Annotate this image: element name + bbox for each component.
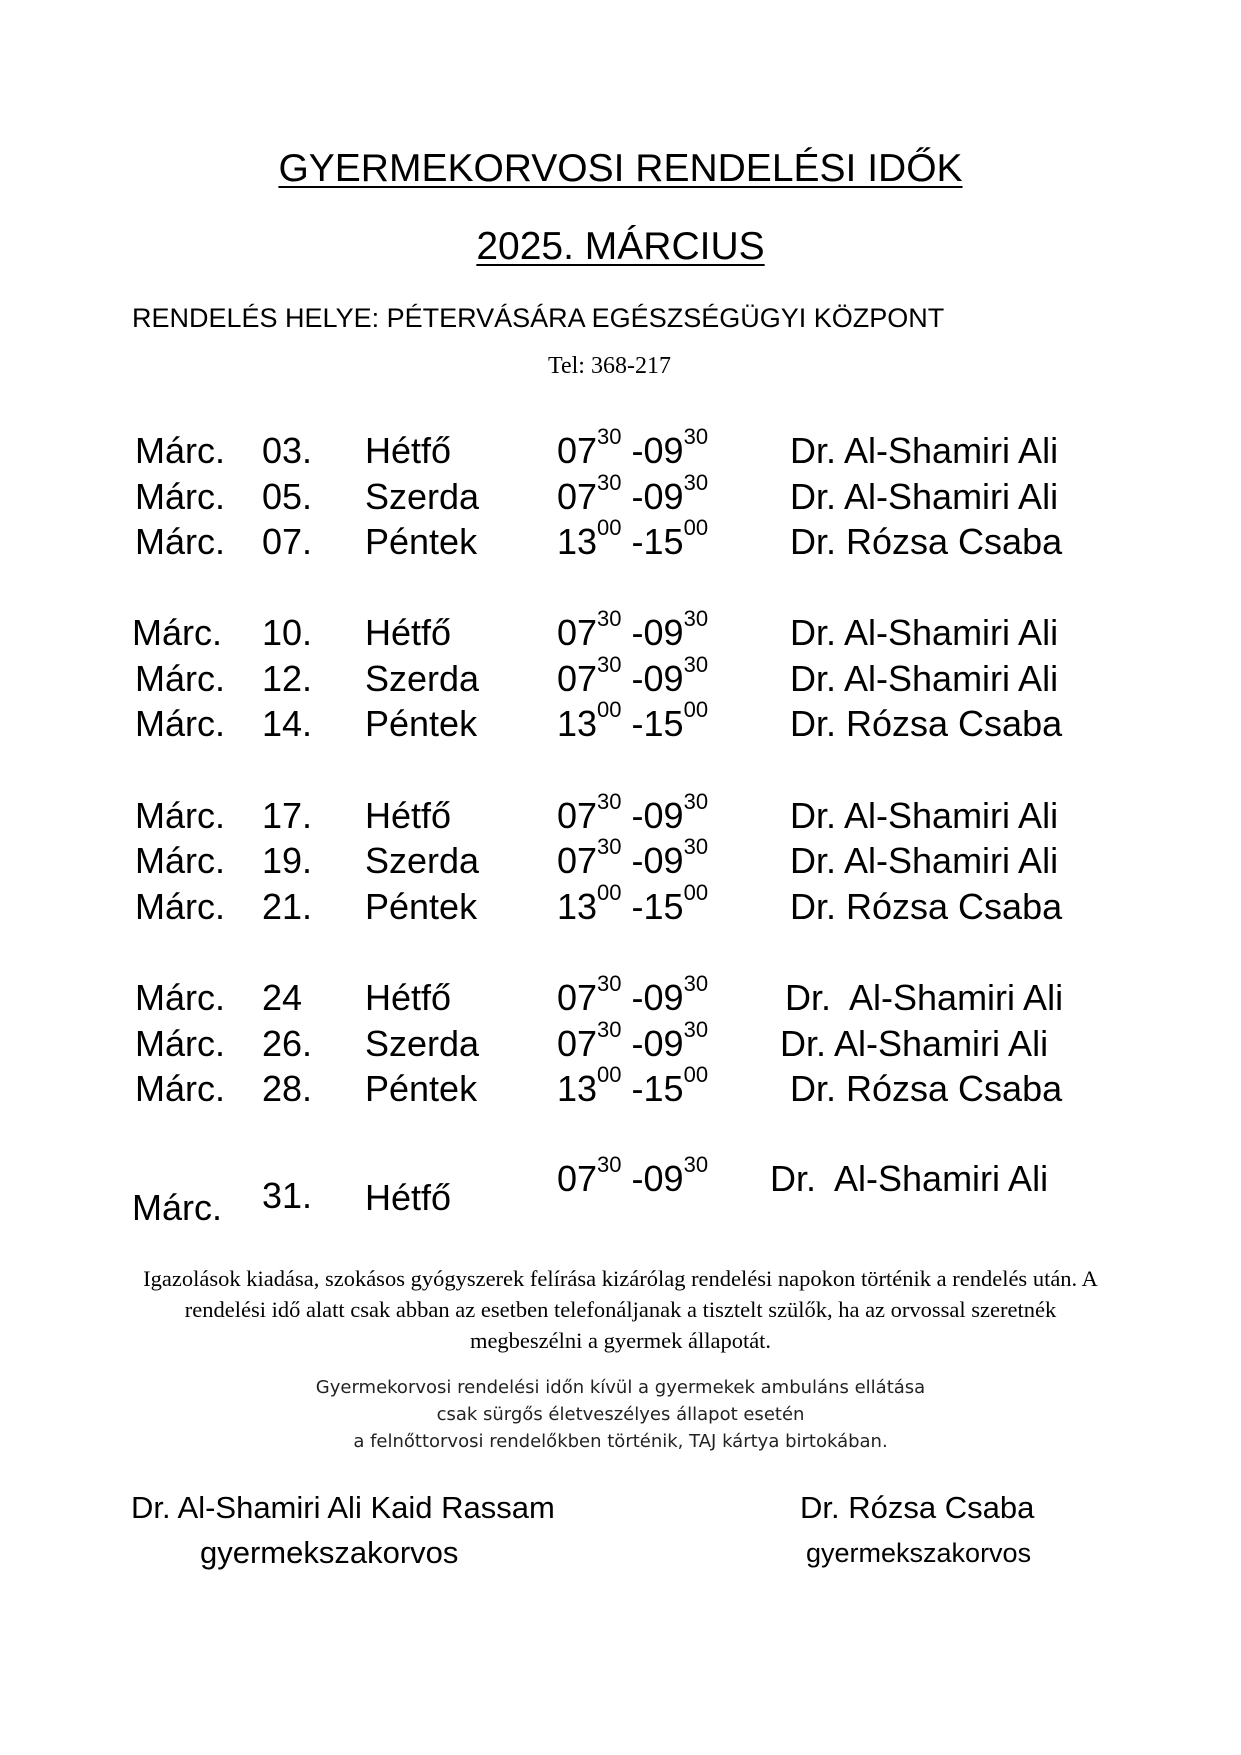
- start-minute: 30: [597, 971, 622, 996]
- row-month: Márc.: [135, 703, 225, 744]
- row-day: 19.: [262, 840, 313, 881]
- start-hour: 07: [557, 977, 598, 1018]
- row-day: 26.: [262, 1023, 313, 1064]
- row-month: Márc.: [135, 658, 225, 699]
- row-doctor: Dr. Rózsa Csaba: [790, 1068, 1063, 1109]
- time-separator: [622, 1158, 632, 1199]
- row-doctor: Dr. Al-Shamiri Ali: [790, 476, 1059, 517]
- end-minute: 00: [683, 1062, 709, 1087]
- end-minute: 30: [683, 1017, 709, 1042]
- row-doctor: Dr. Al-Shamiri Ali: [790, 795, 1059, 836]
- end-hour: -15: [631, 1068, 684, 1109]
- ambulance-line: csak sürgős életveszélyes állapot esetén: [436, 1404, 805, 1425]
- start-hour: 07: [557, 658, 598, 699]
- time-separator: [622, 795, 632, 836]
- row-weekday: Szerda: [365, 840, 480, 881]
- phone-line: Tel: 368-217: [548, 353, 671, 379]
- time-separator: [622, 521, 632, 562]
- start-hour: 07: [557, 840, 598, 881]
- month-heading: 2025. MÁRCIUS: [476, 225, 765, 268]
- end-hour: -15: [631, 521, 684, 562]
- row-weekday: Péntek: [365, 703, 478, 744]
- row-doctor: Dr. Rózsa Csaba: [790, 886, 1063, 927]
- end-hour: -09: [631, 840, 684, 881]
- end-minute: 30: [683, 652, 709, 677]
- row-weekday: Hétfő: [365, 612, 452, 653]
- start-minute: 00: [597, 515, 622, 540]
- start-minute: 00: [597, 697, 622, 722]
- row-day: 07.: [262, 521, 313, 562]
- row-doctor: Dr. Al-Shamiri Ali: [790, 430, 1059, 471]
- row-doctor: Dr. Rózsa Csaba: [790, 521, 1063, 562]
- start-hour: 07: [557, 430, 598, 471]
- start-minute: 30: [597, 424, 622, 449]
- row-day: 24: [262, 977, 303, 1018]
- time-separator: [622, 476, 632, 517]
- end-hour: -15: [631, 703, 684, 744]
- time-separator: [622, 886, 632, 927]
- row-month: Márc.: [135, 1068, 225, 1109]
- start-hour: 13: [557, 703, 598, 744]
- row-time: [557, 424, 709, 472]
- start-minute: 30: [597, 789, 622, 814]
- time-separator: [622, 430, 632, 471]
- row-time: [557, 880, 709, 928]
- start-hour: 07: [557, 476, 598, 517]
- ambulance-line: Gyermekorvosi rendelési időn kívül a gyermekek ambuláns ellátása: [315, 1377, 926, 1398]
- row-day: 03.: [262, 430, 313, 471]
- end-minute: 30: [683, 424, 709, 449]
- end-hour: -09: [631, 476, 684, 517]
- row-weekday: Hétfő: [365, 430, 452, 471]
- end-minute: 00: [683, 880, 709, 905]
- end-hour: -15: [631, 886, 684, 927]
- start-minute: 30: [597, 1017, 622, 1042]
- row-time: [557, 1152, 709, 1200]
- start-hour: 13: [557, 521, 598, 562]
- signature-role-1: gyermekszakorvos: [200, 1535, 459, 1570]
- end-minute: 30: [683, 834, 709, 859]
- time-separator: [622, 658, 632, 699]
- start-minute: 30: [597, 652, 622, 677]
- row-doctor: Dr. Al-Shamiri Ali: [780, 1023, 1049, 1064]
- row-month: Márc.: [132, 1187, 222, 1228]
- start-minute: 00: [597, 880, 622, 905]
- row-month: Márc.: [135, 795, 225, 836]
- row-time: [557, 1062, 709, 1110]
- start-hour: 07: [557, 1158, 598, 1199]
- start-minute: 30: [597, 1152, 622, 1177]
- row-time: [557, 789, 709, 837]
- row-weekday: Szerda: [365, 658, 480, 699]
- ambulance-line: a felnőttorvosi rendelőkben történik, TAJ kártya birtokában.: [353, 1431, 888, 1452]
- row-weekday: Hétfő: [365, 795, 452, 836]
- signature-name-1: Dr. Al-Shamiri Ali Kaid Rassam: [131, 1490, 555, 1525]
- row-month: Márc.: [132, 612, 222, 653]
- start-hour: 07: [557, 1023, 598, 1064]
- row-month: Márc.: [135, 521, 225, 562]
- row-weekday: Péntek: [365, 521, 478, 562]
- time-separator: [622, 612, 632, 653]
- row-weekday: Hétfő: [365, 1177, 452, 1218]
- end-minute: 30: [683, 789, 709, 814]
- row-day: 21.: [262, 886, 313, 927]
- row-time: [557, 834, 709, 882]
- ambulance-notice: [0, 1374, 1241, 1455]
- start-hour: 07: [557, 795, 598, 836]
- row-month: Márc.: [135, 1023, 225, 1064]
- end-minute: 30: [683, 606, 709, 631]
- row-month: Márc.: [135, 840, 225, 881]
- row-month: Márc.: [135, 430, 225, 471]
- end-minute: 00: [683, 697, 709, 722]
- row-month: Márc.: [135, 977, 225, 1018]
- signature-name-2: Dr. Rózsa Csaba: [800, 1490, 1035, 1525]
- row-weekday: Szerda: [365, 476, 480, 517]
- time-separator: [622, 1068, 632, 1109]
- row-doctor: Dr. Al-Shamiri Ali: [770, 1158, 1049, 1199]
- signature-role-2: gyermekszakorvos: [806, 1538, 1032, 1568]
- start-hour: 13: [557, 1068, 598, 1109]
- end-hour: -09: [631, 795, 684, 836]
- end-hour: -09: [631, 612, 684, 653]
- end-minute: 30: [683, 1152, 709, 1177]
- start-hour: 13: [557, 886, 598, 927]
- row-day: 17.: [262, 795, 313, 836]
- row-time: [557, 697, 709, 745]
- end-hour: -09: [631, 1158, 684, 1199]
- row-day: 28.: [262, 1068, 313, 1109]
- end-hour: -09: [631, 1023, 684, 1064]
- notice-text: Igazolások kiadása, szokásos gyógyszerek felírása kizárólag rendelési napokon történik a rendelés után. A rendelési idő alatt csak abban az esetben telefonáljanak a tisztelt szülők, ha az orvossal szeretnék megbeszélni a gyermek állapotát.: [143, 1266, 1098, 1353]
- row-weekday: Szerda: [365, 1023, 480, 1064]
- row-doctor: Dr. Al-Shamiri Ali: [790, 612, 1059, 653]
- start-hour: 07: [557, 612, 598, 653]
- row-time: [557, 515, 709, 563]
- time-separator: [622, 977, 632, 1018]
- end-hour: -09: [631, 658, 684, 699]
- page-title: GYERMEKORVOSI RENDELÉSI IDŐK: [278, 147, 963, 190]
- row-time: [557, 971, 709, 1019]
- notice-paragraph: [0, 1263, 1241, 1356]
- row-time: [557, 652, 709, 700]
- start-minute: 30: [597, 834, 622, 859]
- row-day: 05.: [262, 476, 313, 517]
- row-doctor: Dr. Al-Shamiri Ali: [790, 840, 1059, 881]
- row-weekday: Péntek: [365, 1068, 478, 1109]
- row-day: 14.: [262, 703, 313, 744]
- end-minute: 30: [683, 470, 709, 495]
- row-day: 10.: [262, 612, 313, 653]
- row-month: Márc.: [135, 886, 225, 927]
- start-minute: 00: [597, 1062, 622, 1087]
- row-month: Márc.: [135, 476, 225, 517]
- row-weekday: Hétfő: [365, 977, 452, 1018]
- row-day: 12.: [262, 658, 313, 699]
- row-time: [557, 606, 709, 654]
- row-doctor: Dr. Rózsa Csaba: [790, 703, 1063, 744]
- end-minute: 30: [683, 971, 709, 996]
- end-hour: -09: [631, 430, 684, 471]
- location-line: RENDELÉS HELYE: PÉTERVÁSÁRA EGÉSZSÉGÜGYI KÖZPONT: [132, 303, 945, 333]
- row-doctor: Dr. Al-Shamiri Ali: [785, 977, 1064, 1018]
- start-minute: 30: [597, 606, 622, 631]
- start-minute: 30: [597, 470, 622, 495]
- end-hour: -09: [631, 977, 684, 1018]
- time-separator: [622, 840, 632, 881]
- row-doctor: Dr. Al-Shamiri Ali: [790, 658, 1059, 699]
- row-day: 31.: [262, 1175, 313, 1216]
- time-separator: [622, 1023, 632, 1064]
- time-separator: [622, 703, 632, 744]
- end-minute: 00: [683, 515, 709, 540]
- row-weekday: Péntek: [365, 886, 478, 927]
- row-time: [557, 470, 709, 518]
- row-time: [557, 1017, 709, 1065]
